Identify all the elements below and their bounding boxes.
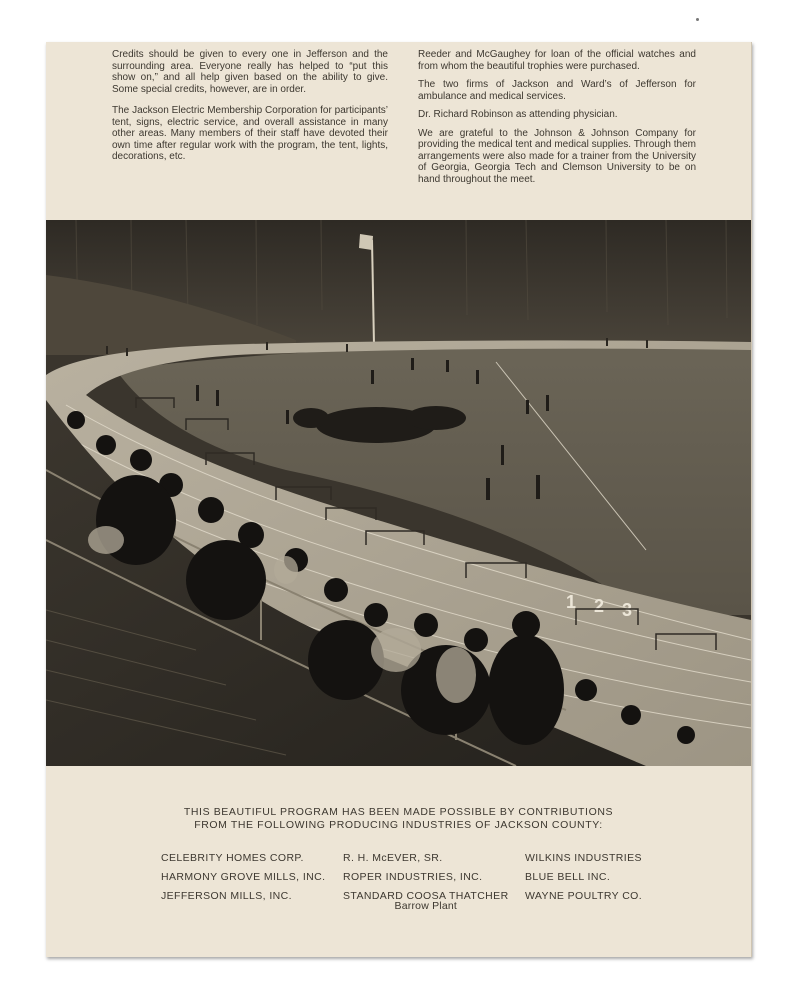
credits-paragraph: We are grateful to the Johnson & Johnson Company for providing the medical tent and medical supplies. Through them arrangements were also made for a trainer from the University of Georgia, Georgia Tech and Clemson University to be on hand throughout the meet. <box>418 127 696 185</box>
sponsor-name: ROPER INDUSTRIES, INC. <box>343 871 483 883</box>
sponsor-name: JEFFERSON MILLS, INC. <box>161 890 292 902</box>
flag <box>359 234 373 250</box>
dust-speck <box>696 18 699 21</box>
sponsor-name: STANDARD COOSA THATCHER <box>343 890 509 902</box>
credits-paragraph: The two firms of Jackson and Ward’s of Jefferson for ambulance and medical services. <box>418 79 696 102</box>
sponsor-name: BLUE BELL INC. <box>525 871 611 883</box>
sponsor-name: WAYNE POULTRY CO. <box>525 890 643 902</box>
track-meet-illustration <box>46 220 751 766</box>
contributions-intro <box>46 806 751 832</box>
contributions-section <box>46 766 751 957</box>
intro-line: THIS BEAUTIFUL PROGRAM HAS BEEN MADE POSSIBLE BY CONTRIBUTIONS <box>183 806 614 818</box>
sponsor-name: WILKINS INDUSTRIES <box>525 852 642 864</box>
sponsor-subtitle: Barrow Plant <box>394 900 458 912</box>
sponsor-column-3 <box>525 849 642 906</box>
program-page <box>46 42 752 957</box>
credits-paragraph: Dr. Richard Robinson as attending physician. <box>418 109 618 120</box>
sponsor-column-2 <box>343 849 509 912</box>
credits-section <box>46 42 751 220</box>
sponsor-name: CELEBRITY HOMES CORP. <box>161 852 304 864</box>
lane-number: 1 <box>566 592 577 612</box>
lane-number: 2 <box>594 596 605 616</box>
track-meet-photo <box>46 220 751 766</box>
sponsor-name: HARMONY GROVE MILLS, INC. <box>161 871 326 883</box>
credits-paragraph: Reeder and McGaughey for loan of the official watches and from whom the beautiful trophies were purchased. <box>418 49 696 72</box>
credits-right-column <box>418 49 696 192</box>
sponsor-name: R. H. McEVER, SR. <box>343 852 443 864</box>
credits-paragraph: Credits should be given to every one in Jefferson and the surrounding area. Everyone really has helped to “put this show on,” and all help given based on the ability to give. Some special credits, however, are in order. <box>112 49 388 95</box>
sponsor-column-1 <box>161 849 325 906</box>
credits-left-column <box>112 49 388 173</box>
lane-number: 3 <box>622 600 633 620</box>
intro-line: FROM THE FOLLOWING PRODUCING INDUSTRIES OF JACKSON COUNTY: <box>194 819 603 831</box>
credits-paragraph: The Jackson Electric Membership Corporation for participants’ tent, signs, electric service, and overall assistance in many other areas. Many members of their staff have devoted their own time after regular work with the program, the tent, lights, decorations, etc. <box>112 105 388 162</box>
